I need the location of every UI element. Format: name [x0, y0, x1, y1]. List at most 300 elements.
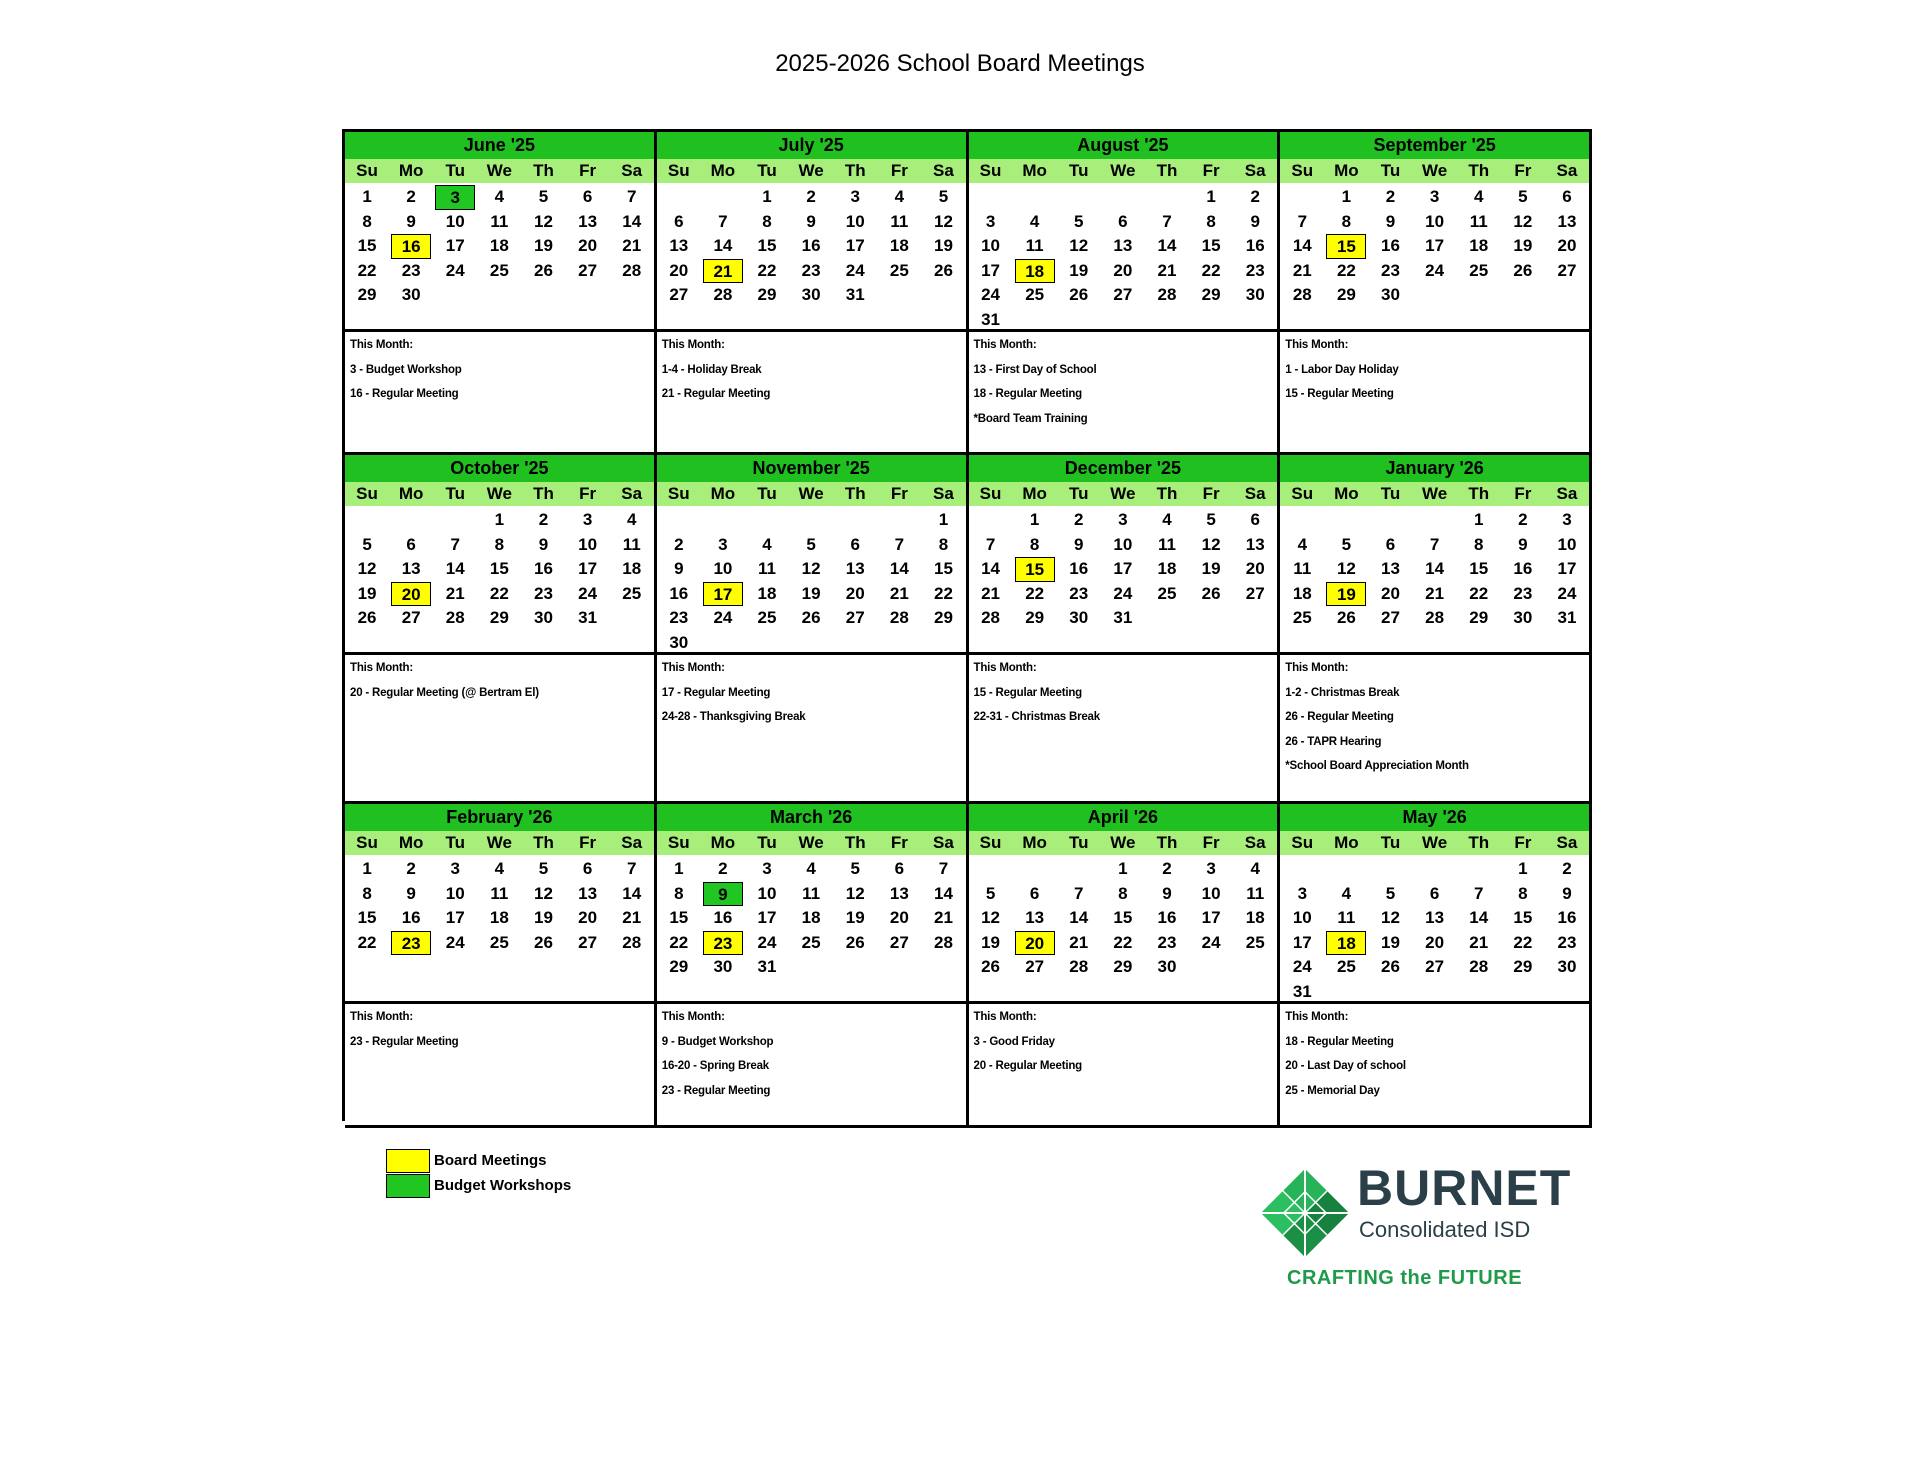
- note-line: This Month:: [350, 339, 413, 351]
- day-cell: 28: [1069, 957, 1089, 977]
- month-block: [1280, 804, 1592, 1004]
- day-cell: 12: [1513, 211, 1533, 231]
- weekday-label: Su: [657, 159, 701, 183]
- weekday-label: Sa: [921, 159, 965, 183]
- day-cell: 4: [1341, 883, 1352, 903]
- day-cell: 24: [1557, 583, 1577, 603]
- day-cell: 2: [1385, 187, 1396, 206]
- day-cell: 4: [1250, 859, 1260, 878]
- day-cell: 19: [357, 583, 377, 603]
- day-cell: 29: [1201, 285, 1221, 305]
- day-cell: 23: [1557, 932, 1577, 952]
- day-cell: 14: [1469, 908, 1489, 928]
- note-line: 23 - Regular Meeting: [350, 1035, 459, 1048]
- day-cell: 7: [894, 534, 905, 554]
- day-cell: 24: [713, 608, 733, 628]
- empty-day-cell: [835, 508, 875, 533]
- day-cell: 25: [889, 260, 909, 280]
- day-cell: 9: [806, 211, 816, 231]
- note-line: 15 - Regular Meeting: [973, 686, 1082, 699]
- month-notes: [1280, 332, 1592, 455]
- day-cell: 21: [1292, 260, 1312, 280]
- legend-item-board-meetings: [386, 1148, 571, 1173]
- weekday-label: Fr: [1501, 482, 1545, 506]
- month-notes: [345, 332, 657, 455]
- empty-day-cell: [703, 508, 743, 533]
- day-cell: 31: [981, 309, 1000, 329]
- day-cell: 18: [801, 908, 821, 928]
- day-cell: 18: [489, 908, 509, 928]
- day-cell: 6: [1562, 187, 1572, 206]
- day-cell: 22: [1513, 932, 1533, 952]
- weekday-label: Su: [345, 159, 389, 183]
- weekday-header: [345, 482, 654, 506]
- day-cell: 20: [669, 260, 689, 280]
- day-cell: 1: [494, 510, 505, 529]
- weekday-label: Su: [657, 831, 701, 855]
- weekday-label: Fr: [566, 159, 610, 183]
- day-cell: 16: [401, 908, 421, 928]
- day-cell: 15: [1113, 908, 1133, 928]
- day-cell: 21: [1157, 260, 1177, 280]
- empty-day-cell: [879, 508, 919, 533]
- day-cell: 12: [1201, 534, 1221, 554]
- month-block: [969, 804, 1281, 1004]
- note-line: 16 - Regular Meeting: [350, 388, 459, 401]
- empty-day-cell: [347, 508, 387, 533]
- day-cell: 30: [1381, 285, 1400, 305]
- day-cell: 7: [985, 534, 996, 554]
- legend-swatch-board-meetings: [386, 1149, 430, 1173]
- day-cell: 16: [1513, 559, 1533, 579]
- month-title: January '26: [1280, 455, 1589, 482]
- day-cell: 29: [933, 608, 953, 628]
- day-cell: 9: [406, 211, 416, 231]
- weekday-label: Sa: [610, 831, 654, 855]
- day-cell: 21: [622, 908, 642, 928]
- day-cell: 2: [674, 534, 684, 554]
- day-cell: 5: [806, 534, 816, 554]
- day-cell: 19: [1513, 236, 1533, 256]
- weekday-label: We: [789, 831, 833, 855]
- note-line: *School Board Appreciation Month: [1285, 760, 1469, 773]
- day-cell: 20: [1113, 260, 1133, 280]
- note-line: 9 - Budget Workshop: [661, 1035, 774, 1048]
- weekday-label: Mo: [389, 159, 433, 183]
- day-cell: 4: [626, 510, 637, 529]
- budget-workshop-day-cell: 3: [435, 185, 475, 210]
- empty-day-cell: [659, 185, 699, 210]
- month-title: December '25: [969, 455, 1278, 482]
- weekday-label: Sa: [1545, 831, 1589, 855]
- day-cell: 23: [1513, 583, 1533, 603]
- day-cell: 13: [1025, 908, 1045, 928]
- day-cell: 15: [1201, 236, 1221, 256]
- weekday-label: Fr: [1189, 831, 1233, 855]
- day-cell: 11: [890, 211, 909, 231]
- day-cell: 28: [889, 608, 909, 628]
- calendar-grid: [342, 129, 1592, 1121]
- empty-day-cell: [1282, 857, 1322, 882]
- day-cell: 22: [357, 932, 377, 952]
- weekday-label: Th: [833, 831, 877, 855]
- day-cell: 3: [985, 211, 996, 231]
- day-cell: 16: [669, 583, 689, 603]
- day-cell: 28: [933, 932, 953, 952]
- note-line: 16-20 - Spring Break: [661, 1060, 769, 1073]
- weekday-label: Tu: [1057, 831, 1101, 855]
- note-line: 1-2 - Christmas Break: [1285, 686, 1400, 699]
- day-cell: 15: [757, 236, 777, 256]
- note-line: 20 - Last Day of school: [1285, 1060, 1406, 1073]
- weekday-label: Tu: [745, 159, 789, 183]
- day-grid: [1280, 183, 1589, 308]
- day-cell: 9: [1162, 883, 1172, 903]
- note-line: 1 - Labor Day Holiday: [1285, 363, 1399, 376]
- weekday-label: Tu: [745, 482, 789, 506]
- day-cell: 21: [981, 583, 1000, 603]
- day-cell: 27: [1557, 260, 1577, 280]
- day-cell: 11: [490, 883, 509, 903]
- day-cell: 8: [362, 883, 372, 903]
- weekday-label: Sa: [1545, 159, 1589, 183]
- weekday-label: Su: [969, 831, 1013, 855]
- weekday-label: Sa: [1545, 482, 1589, 506]
- note-line: 1-4 - Holiday Break: [661, 363, 762, 376]
- day-cell: 13: [401, 559, 421, 579]
- day-cell: 10: [578, 534, 598, 554]
- day-cell: 17: [1425, 236, 1445, 256]
- day-cell: 9: [1250, 211, 1260, 231]
- day-cell: 15: [669, 908, 689, 928]
- empty-day-cell: [1147, 185, 1187, 210]
- day-cell: 31: [845, 285, 865, 305]
- day-cell: 5: [538, 859, 549, 878]
- day-cell: 28: [981, 608, 1000, 628]
- day-cell: 5: [362, 534, 372, 554]
- weekday-header: [969, 831, 1278, 855]
- note-line: 18 - Regular Meeting: [1285, 1035, 1394, 1048]
- day-cell: 7: [626, 859, 637, 878]
- day-cell: 9: [406, 883, 416, 903]
- month-block: [345, 455, 657, 655]
- weekday-header: [1280, 159, 1589, 183]
- weekday-label: Mo: [1324, 482, 1368, 506]
- day-cell: 16: [534, 559, 553, 579]
- day-cell: 30: [1513, 608, 1533, 628]
- day-cell: 17: [578, 559, 598, 579]
- day-grid: [345, 506, 654, 631]
- day-cell: 8: [1118, 883, 1128, 903]
- note-line: 26 - Regular Meeting: [1285, 711, 1394, 724]
- month-block: [345, 804, 657, 1004]
- legend-label: Budget Workshops: [434, 1177, 572, 1194]
- day-cell: 17: [445, 908, 465, 928]
- weekday-label: Su: [969, 482, 1013, 506]
- day-cell: 24: [1425, 260, 1445, 280]
- weekday-label: Mo: [1324, 831, 1368, 855]
- empty-day-cell: [1059, 185, 1099, 210]
- day-cell: 26: [1069, 285, 1089, 305]
- month-notes: [969, 332, 1281, 455]
- day-cell: 11: [1293, 559, 1312, 579]
- day-cell: 1: [1518, 859, 1528, 878]
- empty-day-cell: [435, 508, 475, 533]
- weekday-header: [1280, 831, 1589, 855]
- day-cell: 3: [1118, 510, 1128, 529]
- month-notes: [1280, 1004, 1592, 1128]
- day-cell: 13: [1557, 211, 1577, 231]
- weekday-label: Tu: [433, 831, 477, 855]
- day-cell: 16: [1157, 908, 1177, 928]
- day-cell: 29: [1469, 608, 1489, 628]
- day-cell: 31: [1557, 608, 1577, 628]
- weekday-label: Su: [1280, 482, 1324, 506]
- day-cell: 12: [1381, 908, 1400, 928]
- month-title: November '25: [657, 455, 966, 482]
- day-cell: 10: [1292, 908, 1312, 928]
- day-cell: 27: [1025, 957, 1045, 977]
- day-cell: 19: [1201, 559, 1221, 579]
- day-cell: 17: [1557, 559, 1577, 579]
- day-cell: 27: [845, 608, 865, 628]
- day-cell: 28: [622, 932, 642, 952]
- day-cell: 18: [1469, 236, 1489, 256]
- day-cell: 28: [445, 608, 465, 628]
- legend-label: Board Meetings: [434, 1152, 547, 1169]
- empty-day-cell: [1415, 857, 1455, 882]
- day-cell: 22: [1025, 583, 1045, 603]
- day-cell: 6: [1029, 883, 1040, 903]
- day-cell: 24: [445, 260, 465, 280]
- day-cell: 31: [578, 608, 598, 628]
- day-cell: 17: [845, 236, 865, 256]
- day-cell: 27: [578, 932, 598, 952]
- day-cell: 30: [1557, 957, 1577, 977]
- day-cell: 13: [1425, 908, 1445, 928]
- weekday-label: We: [1101, 159, 1145, 183]
- day-cell: 6: [1118, 211, 1128, 231]
- day-cell: 20: [1557, 236, 1577, 256]
- day-cell: 11: [622, 534, 641, 554]
- day-cell: 19: [1069, 260, 1089, 280]
- day-cell: 13: [669, 236, 689, 256]
- month-notes: [969, 655, 1281, 804]
- day-cell: 15: [1469, 559, 1489, 579]
- weekday-label: Su: [657, 482, 701, 506]
- day-cell: 4: [1029, 211, 1040, 231]
- day-grid: [969, 183, 1278, 333]
- logo-subtitle: Consolidated ISD: [1359, 1217, 1531, 1242]
- day-cell: 12: [801, 559, 821, 579]
- day-cell: 25: [1025, 285, 1045, 305]
- day-cell: 26: [1336, 608, 1356, 628]
- day-cell: 9: [1562, 883, 1572, 903]
- day-grid: [969, 506, 1278, 631]
- legend-swatch-budget-workshops: [386, 1174, 430, 1198]
- day-cell: 11: [490, 211, 509, 231]
- day-cell: 2: [1518, 510, 1528, 529]
- day-cell: 29: [1113, 957, 1133, 977]
- day-cell: 29: [757, 285, 777, 305]
- day-cell: 14: [1069, 908, 1089, 928]
- day-cell: 4: [894, 187, 905, 206]
- day-cell: 16: [1245, 236, 1265, 256]
- day-cell: 20: [889, 908, 909, 928]
- day-cell: 26: [933, 260, 953, 280]
- day-cell: 2: [1562, 859, 1572, 878]
- day-cell: 21: [445, 583, 465, 603]
- weekday-label: Fr: [566, 831, 610, 855]
- day-grid: [345, 855, 654, 955]
- note-line: 20 - Regular Meeting (@ Bertram El): [350, 686, 539, 699]
- weekday-header: [345, 159, 654, 183]
- day-cell: 25: [1292, 608, 1312, 628]
- empty-day-cell: [1415, 508, 1455, 533]
- month-notes: [345, 655, 657, 804]
- day-cell: 14: [1157, 236, 1177, 256]
- day-cell: 16: [1069, 559, 1089, 579]
- day-cell: 26: [801, 608, 821, 628]
- day-cell: 10: [713, 559, 733, 579]
- board-meeting-day-cell: 17: [703, 582, 743, 607]
- page-title: 2025-2026 School Board Meetings: [775, 50, 1145, 77]
- weekday-label: Su: [345, 482, 389, 506]
- day-cell: 20: [1381, 583, 1400, 603]
- day-cell: 15: [357, 236, 377, 256]
- board-meeting-day-cell: 16: [391, 234, 431, 259]
- note-line: 26 - TAPR Hearing: [1285, 735, 1382, 748]
- day-cell: 5: [850, 859, 860, 878]
- weekday-label: We: [1413, 831, 1457, 855]
- empty-day-cell: [1370, 857, 1410, 882]
- day-cell: 7: [1429, 534, 1440, 554]
- day-cell: 21: [1069, 932, 1089, 952]
- empty-day-cell: [1282, 185, 1322, 210]
- day-cell: 2: [1074, 510, 1084, 529]
- weekday-label: Sa: [610, 159, 654, 183]
- day-cell: 23: [1245, 260, 1265, 280]
- month-title: October '25: [345, 455, 654, 482]
- day-cell: 1: [1473, 510, 1484, 529]
- day-cell: 29: [489, 608, 509, 628]
- month-block: [969, 455, 1281, 655]
- weekday-label: Tu: [1368, 482, 1412, 506]
- month-title: August '25: [969, 132, 1278, 159]
- day-cell: 28: [713, 285, 733, 305]
- empty-day-cell: [971, 857, 1011, 882]
- month-title: February '26: [345, 804, 654, 831]
- day-cell: 4: [494, 859, 505, 878]
- empty-day-cell: [1015, 857, 1055, 882]
- board-meeting-day-cell: 23: [703, 931, 743, 956]
- month-block: [657, 132, 969, 332]
- day-cell: 8: [1473, 534, 1484, 554]
- day-cell: 22: [757, 260, 777, 280]
- day-cell: 14: [933, 883, 953, 903]
- day-cell: 12: [981, 908, 1000, 928]
- day-cell: 6: [1385, 534, 1396, 554]
- note-line: This Month:: [661, 662, 725, 674]
- note-line: This Month:: [350, 1011, 413, 1023]
- day-cell: 8: [1341, 211, 1352, 231]
- day-cell: 5: [1074, 211, 1084, 231]
- note-line: 3 - Budget Workshop: [350, 363, 462, 376]
- month-notes: [969, 1004, 1281, 1128]
- day-cell: 17: [981, 260, 1000, 280]
- month-block: [1280, 132, 1592, 332]
- day-cell: 8: [494, 534, 505, 554]
- day-cell: 23: [401, 260, 421, 280]
- day-cell: 11: [802, 883, 821, 903]
- day-cell: 10: [1425, 211, 1445, 231]
- weekday-header: [969, 482, 1278, 506]
- day-cell: 4: [1297, 534, 1308, 554]
- day-cell: 31: [757, 957, 777, 977]
- month-notes: [345, 1004, 657, 1128]
- month-title: May '26: [1280, 804, 1589, 831]
- day-cell: 21: [933, 908, 953, 928]
- board-meeting-day-cell: 15: [1326, 234, 1366, 259]
- day-cell: 5: [1385, 883, 1396, 903]
- day-cell: 28: [1425, 608, 1445, 628]
- weekday-label: We: [1101, 482, 1145, 506]
- day-cell: 7: [1074, 883, 1084, 903]
- month-title: April '26: [969, 804, 1278, 831]
- district-logo: [1255, 1160, 1572, 1293]
- month-title: June '25: [345, 132, 654, 159]
- day-grid: [345, 183, 654, 308]
- day-cell: 27: [1113, 285, 1133, 305]
- day-cell: 19: [981, 932, 1000, 952]
- weekday-label: Mo: [701, 159, 745, 183]
- empty-day-cell: [791, 508, 831, 533]
- weekday-label: Sa: [921, 482, 965, 506]
- weekday-label: Fr: [877, 482, 921, 506]
- note-line: 24-28 - Thanksgiving Break: [661, 711, 806, 724]
- weekday-label: Tu: [1057, 482, 1101, 506]
- weekday-label: We: [477, 159, 521, 183]
- day-cell: 14: [1425, 559, 1445, 579]
- day-cell: 25: [1245, 932, 1265, 952]
- weekday-label: Th: [833, 159, 877, 183]
- diamond-logo-icon: [1259, 1167, 1351, 1259]
- day-cell: 30: [801, 285, 821, 305]
- day-cell: 28: [1292, 285, 1312, 305]
- empty-day-cell: [747, 508, 787, 533]
- month-title: March '26: [657, 804, 966, 831]
- month-block: [969, 132, 1281, 332]
- day-cell: 30: [534, 608, 553, 628]
- day-cell: 22: [933, 583, 953, 603]
- weekday-label: Su: [969, 159, 1013, 183]
- month-notes: [657, 655, 969, 804]
- day-cell: 29: [1025, 608, 1045, 628]
- day-cell: 6: [850, 534, 860, 554]
- day-cell: 5: [1518, 187, 1528, 206]
- day-cell: 8: [362, 211, 372, 231]
- weekday-label: Mo: [701, 831, 745, 855]
- day-cell: 30: [1069, 608, 1089, 628]
- day-cell: 23: [1069, 583, 1089, 603]
- weekday-label: We: [1101, 831, 1145, 855]
- day-cell: 13: [578, 883, 598, 903]
- day-cell: 20: [845, 583, 865, 603]
- day-cell: 18: [757, 583, 777, 603]
- day-cell: 17: [1292, 932, 1312, 952]
- day-cell: 29: [669, 957, 689, 977]
- weekday-label: Fr: [1501, 159, 1545, 183]
